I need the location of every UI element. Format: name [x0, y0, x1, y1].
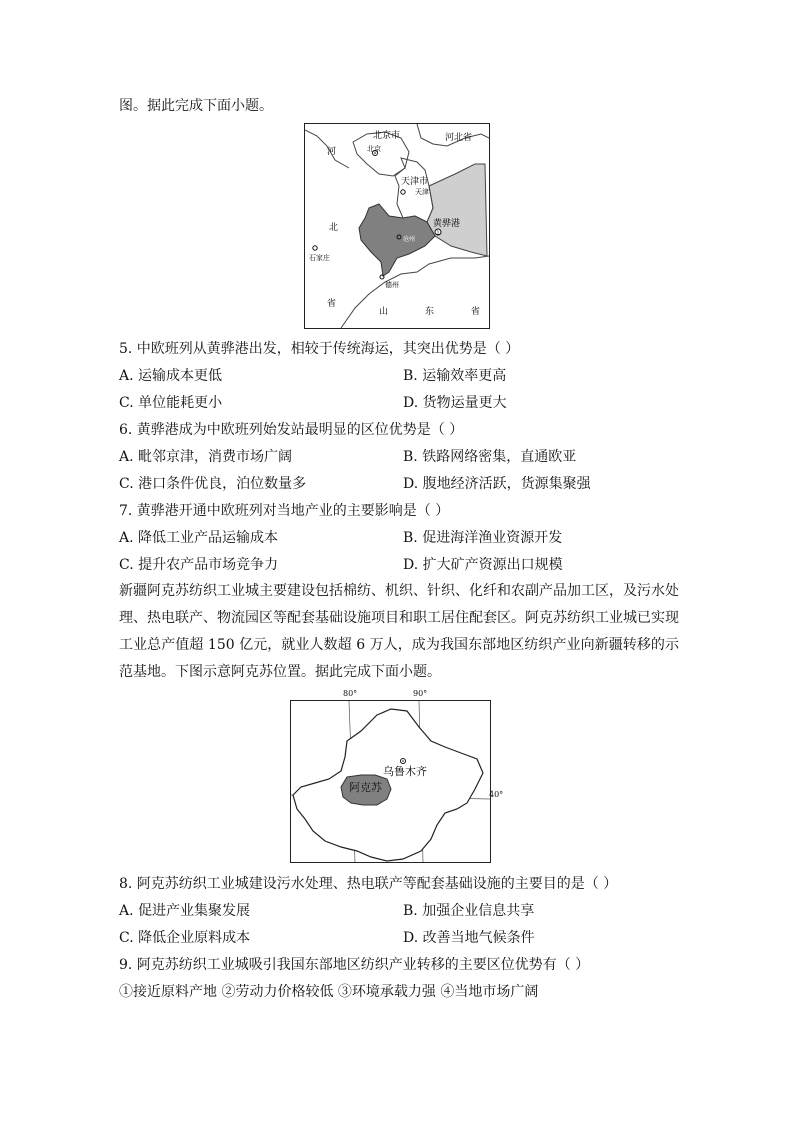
label-shandong-dong: 东	[425, 307, 435, 317]
label-he: 河	[327, 147, 337, 157]
q9-stem: 9. 阿克苏纺织工业城吸引我国东部地区纺织产业转移的主要区位优势有（ ）	[119, 957, 590, 973]
label-beijing: 北京	[367, 145, 381, 153]
huanghua-port-region	[427, 164, 487, 256]
label-cangzhou: 沧州	[403, 236, 416, 243]
label-bei: 北	[329, 223, 339, 233]
label-aksu: 阿克苏	[349, 781, 382, 794]
label-shandong-shan: 山	[379, 307, 389, 317]
label-hebei-prov: 河北省	[445, 133, 473, 143]
label-lat-40: 40°	[489, 790, 504, 799]
q6-option-b[interactable]: B. 铁路网络密集，直通欧亚	[403, 449, 577, 465]
q5-option-c[interactable]: C. 单位能耗更小	[119, 395, 223, 411]
label-tianjin-city: 天津市	[401, 177, 429, 187]
huanghua-location-map	[304, 123, 490, 329]
q7-option-c[interactable]: C. 提升农产品市场竞争力	[119, 557, 279, 573]
svg-text:1: 1	[436, 230, 440, 237]
q5-option-d[interactable]: D. 货物运量更大	[403, 395, 507, 411]
q6-option-d[interactable]: D. 腹地经济活跃，货源集聚强	[403, 476, 591, 492]
label-tianjin: 天津	[415, 188, 429, 196]
shandong-boundary	[341, 256, 489, 328]
q5-option-a[interactable]: A. 运输成本更低	[119, 368, 223, 384]
q9-items: ①接近原料产地 ②劳动力价格较低 ③环境承载力强 ④当地市场广阔	[119, 984, 539, 1000]
label-beijing-city: 北京市	[373, 131, 401, 141]
label-urumqi: 乌鲁木齐	[383, 765, 427, 778]
shijiazhuang-marker	[313, 246, 317, 250]
q5-option-b[interactable]: B. 运输效率更高	[403, 368, 507, 384]
q7-option-d[interactable]: D. 扩大矿产资源出口规模	[403, 557, 563, 573]
q6-stem: 6. 黄骅港成为中欧班列始发站最明显的区位优势是（ ）	[119, 422, 464, 438]
label-lon-90: 90°	[413, 689, 428, 698]
q7-stem: 7. 黄骅港开通中欧班列对当地产业的主要影响是（ ）	[119, 503, 450, 519]
label-shandong-sheng: 省	[471, 307, 481, 317]
q5-stem: 5. 中欧班列从黄骅港出发，相较于传统海运，其突出优势是（ ）	[119, 341, 520, 357]
label-huanghua: 黄骅港	[433, 219, 461, 229]
q8-option-b[interactable]: B. 加强企业信息共享	[403, 903, 535, 919]
q8-option-a[interactable]: A. 促进产业集聚发展	[119, 903, 251, 919]
q6-option-c[interactable]: C. 港口条件优良，泊位数量多	[119, 476, 307, 492]
intro-text: 图。据此完成下面小题。	[119, 98, 273, 114]
tianjin-marker	[401, 190, 405, 194]
q8-option-c[interactable]: C. 降低企业原料成本	[119, 930, 251, 946]
aksu-location-map	[290, 700, 491, 863]
label-dezhou: 德州	[385, 281, 399, 289]
q7-option-a[interactable]: A. 降低工业产品运输成本	[119, 530, 279, 546]
q8-stem: 8. 阿克苏纺织工业城建设污水处理、热电联产等配套基础设施的主要目的是（ ）	[119, 876, 618, 892]
q7-option-b[interactable]: B. 促进海洋渔业资源开发	[403, 530, 563, 546]
dezhou-marker	[380, 275, 384, 279]
label-sheng-hebei: 省	[327, 299, 337, 309]
aksu-passage: 新疆阿克苏纺织工业城主要建设包括棉纺、机织、针织、化纤和农副产品加工区，及污水处理、热电联产、物流园区等配套基础设施项目和职工居住配套区。阿克苏纺织工业城已实现工业总产值超 150 亿元，就业人数超 6 万人，成为我国东部地区纺织产业向新疆转移的示范基地。下图示意阿克苏位置。据此完成下面小题。	[119, 583, 679, 680]
huanghua-map-drawing	[305, 124, 489, 328]
q8-option-d[interactable]: D. 改善当地气候条件	[403, 930, 535, 946]
aksu-map-drawing	[291, 701, 490, 862]
q6-option-a[interactable]: A. 毗邻京津，消费市场广阔	[119, 449, 293, 465]
label-shijiazhuang: 石家庄	[309, 254, 330, 262]
label-lon-80: 80°	[343, 689, 358, 698]
cangzhou-region	[359, 204, 435, 276]
